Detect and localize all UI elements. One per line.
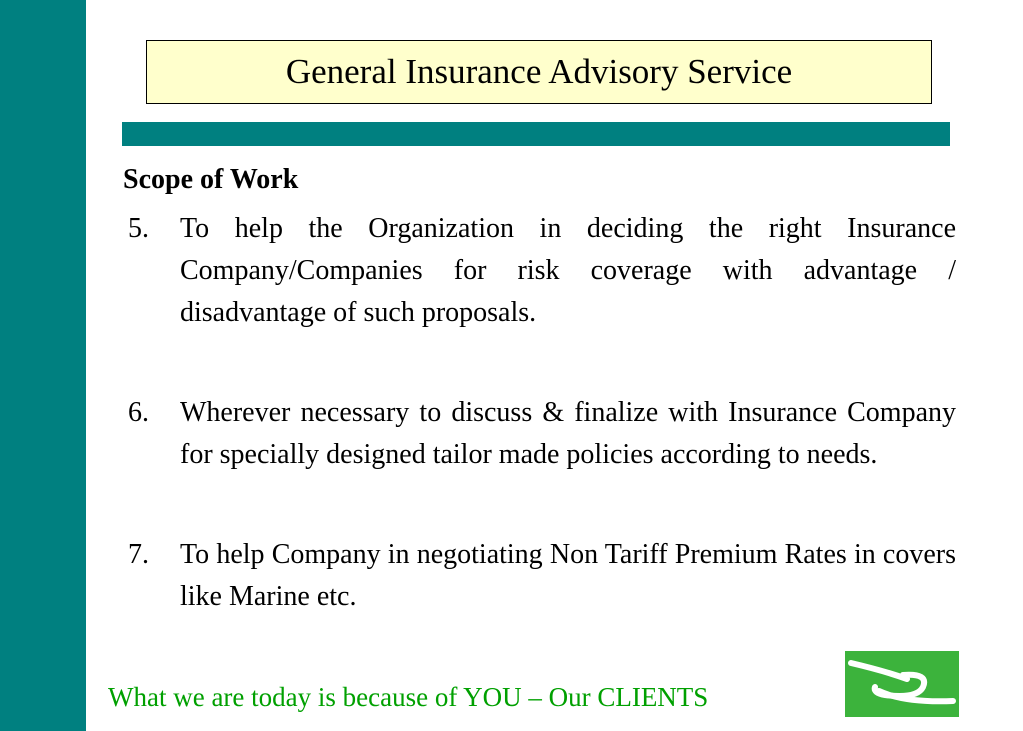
list-item bbox=[128, 392, 956, 476]
list-item-number: 6. bbox=[128, 397, 149, 428]
list-item-number: 5. bbox=[128, 213, 149, 244]
left-accent-bar bbox=[0, 0, 86, 731]
list-item bbox=[128, 534, 956, 618]
section-heading: Scope of Work bbox=[123, 164, 299, 195]
list-item-text: To help the Organization in deciding the right Insurance Company/Companies for risk coverage with advantage / disadvantage of such proposals. bbox=[180, 213, 956, 328]
list-item bbox=[128, 208, 956, 334]
list-item-text: To help Company in negotiating Non Tariff Premium Rates in covers like Marine etc. bbox=[180, 539, 956, 612]
slide-title: General Insurance Advisory Service bbox=[285, 52, 793, 91]
list-item-number: 7. bbox=[128, 539, 149, 570]
company-logo-icon bbox=[845, 651, 959, 717]
scope-list bbox=[128, 208, 956, 618]
footer-tagline: What we are today is because of YOU – Our CLIENTS bbox=[108, 682, 709, 712]
slide-title-box bbox=[146, 40, 932, 104]
list-item-text: Wherever necessary to discuss & finalize with Insurance Company for specially designed tailor made policies according to needs. bbox=[180, 397, 956, 470]
title-divider-bar bbox=[122, 122, 950, 146]
